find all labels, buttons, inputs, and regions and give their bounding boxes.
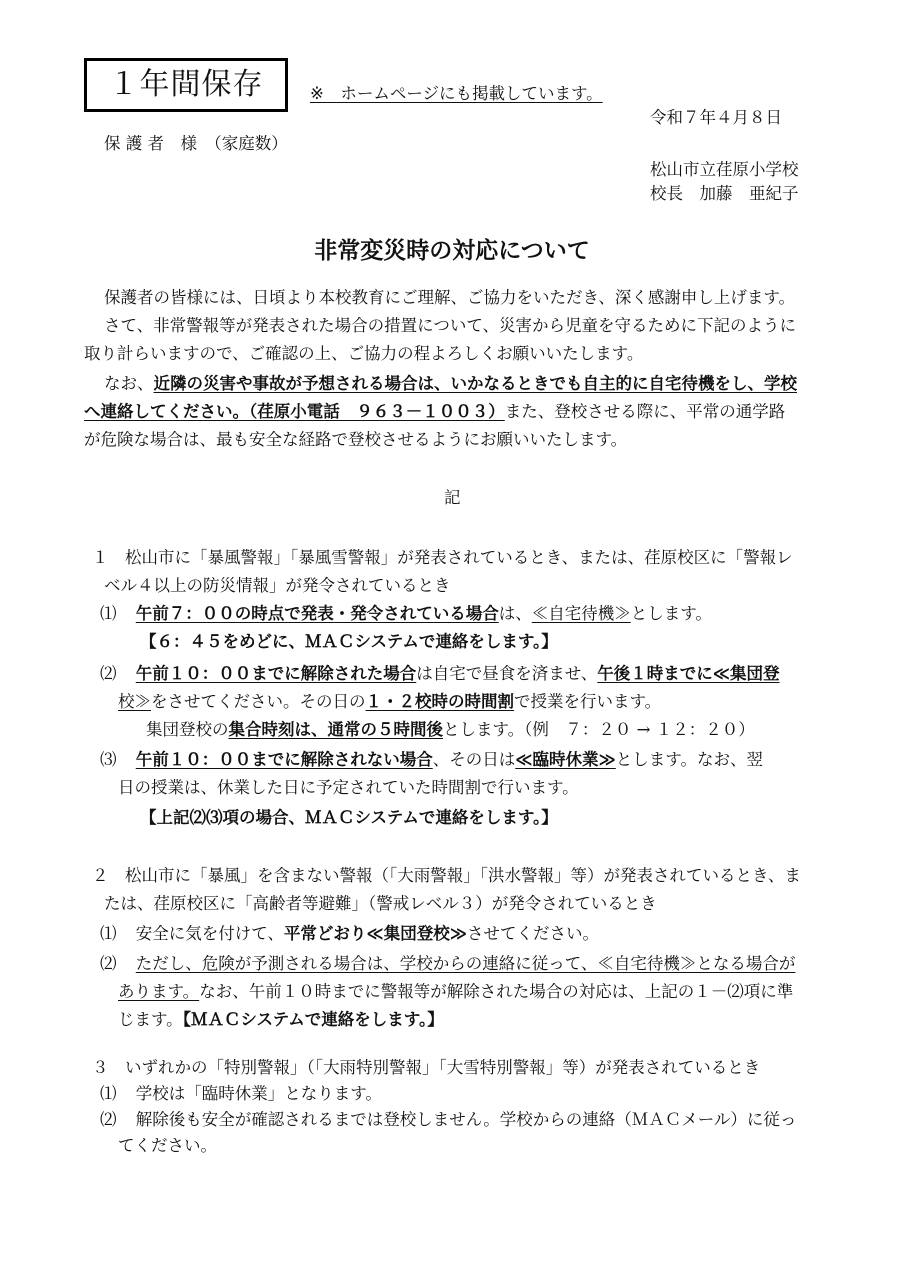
issue-date: 令和７年４月８日 [650, 108, 782, 127]
section3-heading: ３ いずれかの「特別警報」（「大雨特別警報」「大雪特別警報」等）が発表されているとき [92, 1058, 761, 1077]
intro-p3-pre: なお、 [104, 374, 154, 393]
keep-box-label: １年間保存 [108, 67, 264, 102]
section1-item2-text3: で授業を行います。 [514, 692, 662, 711]
item-number: ⑴ [100, 1084, 117, 1103]
section1-item2-line1 [100, 666, 780, 683]
intro-p2-line2: 取り計らいますので、ご確認の上、ご協力の程よろしくお願いいたします。 [84, 344, 644, 363]
section2-item2-note: 【ＭＡＣシステムで連絡をします。】 [182, 1010, 444, 1029]
section1-item3-text: 、その日は [432, 750, 516, 769]
section2-item2-line3 [118, 1012, 444, 1029]
intro-p1: 保護者の皆様には、日頃より本校教育にご理解、ご協力をいただき、深く感謝申し上げます。 [104, 288, 796, 307]
item-number: ⑵ [100, 954, 117, 973]
addressee: 保 護 者 様 （家庭数） [104, 134, 288, 153]
section3-item2-line1 [100, 1112, 796, 1129]
intro-p3-line2 [84, 404, 785, 421]
section1-heading-line2: ベル４以上の防災情報」が発令されているとき [104, 576, 451, 595]
section2-item1 [100, 926, 599, 943]
section2-heading-line1: ２ 松山市に「暴風」を含まない警報（「大雨警報」「洪水警報」等）が発表されているとき、ま [92, 866, 801, 885]
intro-p3-post: また、登校させる際に、平常の通学路 [504, 402, 786, 421]
section1-item2-condition: 午前１０：００までに解除された場合 [135, 664, 417, 683]
section1-item2-text4: 集団登校の [146, 720, 229, 739]
section2-item2-text: なお、午前１０時までに警報等が解除された場合の対応は、上記の１－⑵項に準 [199, 982, 794, 1001]
intro-p2-line1: さて、非常警報等が発表された場合の措置について、災害から児童を守るために下記のように [104, 316, 797, 335]
item-number: ⑶ [100, 750, 117, 769]
section2-item2-warning: ただし、危険が予測される場合は、学校からの連絡に従って、≪自宅待機≫となる場合が [135, 954, 796, 973]
keep-one-year-box [84, 58, 288, 112]
section1-item3-note: 【上記⑵⑶項の場合、ＭＡＣシステムで連絡をします。】 [140, 808, 558, 827]
section1-item2-text2: をさせてください。その日の [151, 692, 366, 711]
section1-item2-action-cont: 校≫ [118, 692, 151, 711]
section2-item2-text2: じます。 [118, 1010, 183, 1029]
section1-item1 [100, 606, 712, 623]
section2-item2-line1 [100, 956, 795, 973]
section1-item3-action: ≪臨時休業≫ [515, 750, 616, 769]
intro-p3-emphasis-2: へ連絡してください。（荏原小電話 ９６３－１００３） [84, 402, 505, 421]
item-number: ⑵ [100, 664, 117, 683]
section2-item2-line2 [118, 984, 793, 1001]
section2-heading-line2: たは、荏原校区に「高齢者等避難」（警戒レベル３）が発令されているとき [104, 894, 657, 913]
item-number: ⑴ [100, 924, 117, 943]
section1-item2-line2 [118, 694, 661, 711]
school-name: 松山市立荏原小学校 [650, 160, 799, 179]
section1-item2-gather-time: 集合時刻は、通常の５時間後 [228, 720, 443, 739]
section1-item3-condition: 午前１０：００までに解除されない場合 [135, 750, 433, 769]
item-number: ⑵ [100, 1110, 117, 1129]
section2-item1-tail: させてください。 [466, 924, 599, 943]
section3-item1 [100, 1086, 382, 1103]
section1-item3-line2: 日の授業は、休業した日に予定されていた時間割で行います。 [118, 778, 579, 797]
section1-item2-text: は自宅で昼食を済ませ、 [416, 664, 598, 683]
section1-item2-line3 [146, 722, 755, 739]
section1-item1-action: ≪自宅待機≫ [531, 604, 631, 623]
section1-heading-line1: １ 松山市に「暴風警報」「暴風雪警報」が発表されているとき、または、荏原校区に「警報レ [92, 548, 793, 567]
intro-p3-line3: が危険な場合は、最も安全な経路で登校させるようにお願いいたします。 [84, 430, 628, 449]
intro-p3-emphasis-1: 近隣の災害や事故が予想される場合は、いかなるときでも自主的に自宅待機をし、学校 [153, 374, 797, 393]
principal-name: 校長 加藤 亜紀子 [650, 184, 799, 203]
web-note: ※ ホームページにも掲載しています。 [310, 84, 603, 103]
section2-item2-warning-cont: あります。 [118, 982, 200, 1001]
section1-item2-example: とします。（例 ７：２０ → １２：２０） [443, 720, 755, 739]
ki-marker: 記 [444, 488, 461, 507]
section1-item2-action: 午後１時までに≪集団登 [597, 664, 780, 683]
section1-item1-tail: とします。 [630, 604, 712, 623]
page-title: 非常変災時の対応について [314, 238, 590, 264]
section1-item2-timetable: １・２校時の時間割 [365, 692, 514, 711]
section2-item1-action: 平常どおり≪集団登校≫ [283, 924, 467, 943]
section2-item1-text: 安全に気を付けて、 [135, 924, 284, 943]
section1-item1-condition: 午前７：００の時点で発表・発令されている場合 [135, 604, 499, 623]
section3-item2-line2: てください。 [118, 1136, 217, 1155]
section1-item1-note: 【６：４５をめどに、ＭＡＣシステムで連絡をします。】 [140, 632, 558, 651]
intro-p3-line1 [104, 376, 797, 393]
item-number: ⑴ [100, 604, 117, 623]
section1-item3-line1 [100, 752, 763, 769]
section3-item1-text: 学校は「臨時休業」となります。 [135, 1084, 382, 1103]
section3-item2-text: 解除後も安全が確認されるまでは登校しません。学校からの連絡（ＭＡＣメール）に従っ [135, 1110, 797, 1129]
section1-item3-tail: とします。なお、翌 [615, 750, 763, 769]
section1-item1-text: は、 [498, 604, 532, 623]
